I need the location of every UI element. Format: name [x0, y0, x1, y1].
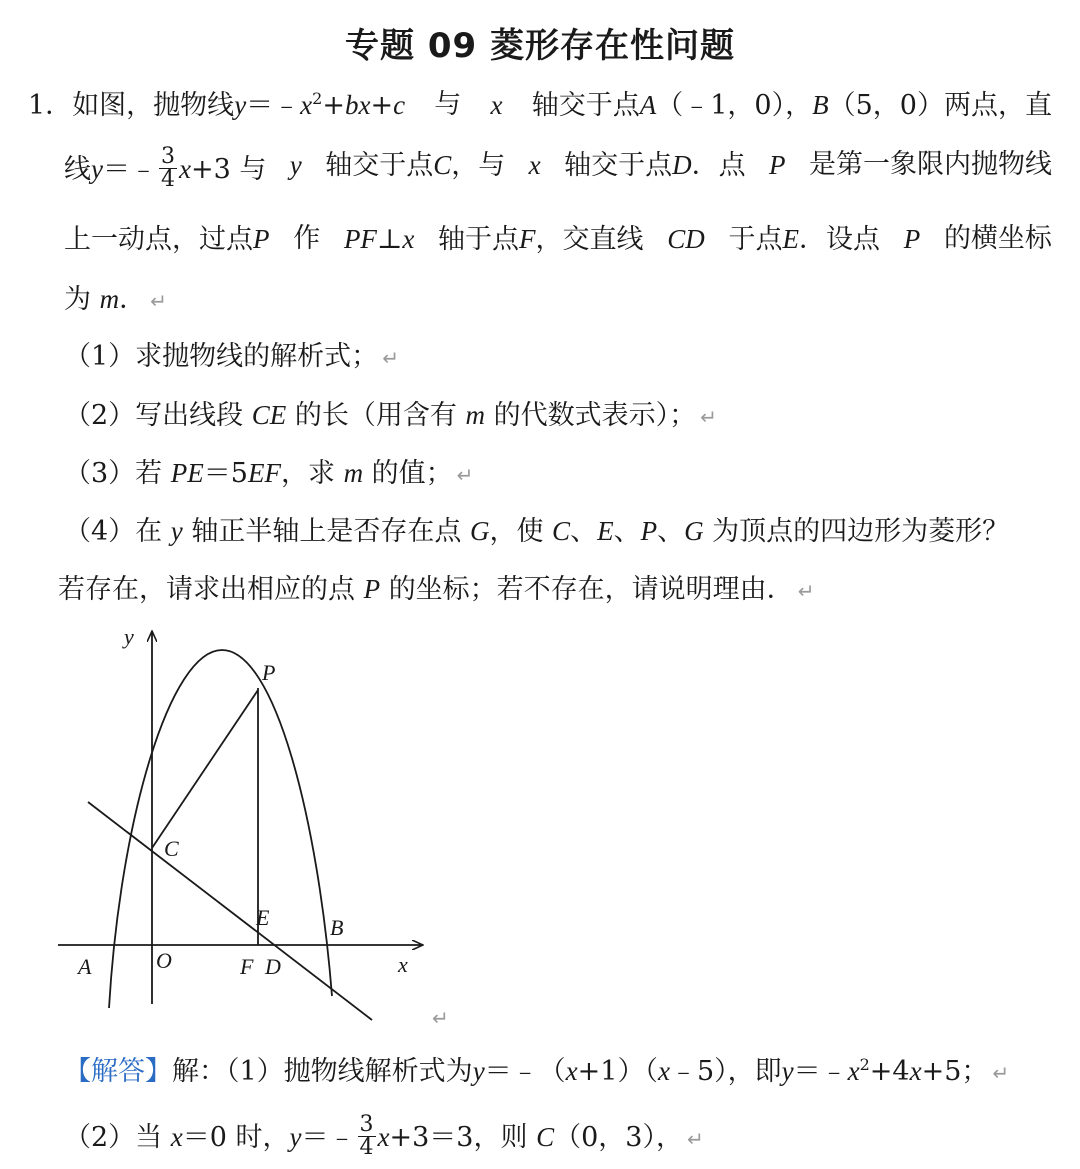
label-o: O [156, 948, 172, 973]
fraction-three-quarters: $\frac{3}{4}$ [359, 1112, 374, 1160]
label-a: A [78, 954, 92, 979]
problem-line-2: 线y＝﹣ $\frac{3}{4}$ x+3 与 y 轴交于点C，与 x 轴交于点D．点 P 是第一象限内抛物线 [64, 144, 1052, 192]
label-d: D [265, 954, 281, 979]
problem-line-1: 1．如图，抛物线$y=﹣x^2+bx+c$ 与 x 轴交于点A（﹣1，0），B（5，0）两点，直 [28, 89, 1052, 121]
page-title: 专题 09 菱形存在性问题 [345, 26, 735, 66]
label-x: x [398, 952, 408, 977]
paragraph-mark: ↵ [150, 289, 167, 313]
fraction-three-quarters: $\frac{3}{4}$ [160, 144, 175, 192]
paragraph-mark: ↵ [797, 579, 815, 603]
paragraph-mark: ↵ [686, 1127, 704, 1151]
question-3: （3）若 PE＝5EF，求 m 的值； ↵ [64, 458, 474, 489]
paragraph-mark: ↵ [432, 1006, 449, 1030]
question-4-line-2: 若存在，请求出相应的点 P 的坐标；若不存在，请说明理由． ↵ [58, 574, 815, 605]
paragraph-mark: ↵ [700, 405, 717, 429]
segment-pc [152, 690, 258, 848]
label-b: B [330, 915, 344, 940]
label-e: E [256, 905, 270, 930]
label-f: F [240, 954, 254, 979]
label-p: P [262, 660, 276, 685]
paragraph-mark: ↵ [992, 1061, 1010, 1085]
answer-tag: 【解答】 [64, 1056, 172, 1087]
problem-line-3: 上一动点，过点P 作 PF⊥x 轴于点F，交直线 CD 于点E．设点 P 的横坐标 [64, 223, 1052, 255]
problem-line-4: 为 m． ↵ [64, 284, 167, 315]
problem-number: 1． [28, 90, 73, 121]
paragraph-mark: ↵ [382, 346, 399, 370]
answer-line-2: （2）当 x＝0 时，y＝﹣ $\frac{3}{4}$ x+3＝3，则 C（0，3）， ↵ [64, 1112, 704, 1160]
question-1: （1）求抛物线的解析式； ↵ [64, 341, 399, 372]
geometry-figure [40, 616, 480, 1036]
label-c: C [164, 836, 179, 861]
question-2: （2）写出线段 CE 的长（用含有 m 的代数式表示）； ↵ [64, 400, 717, 431]
line-cd [88, 802, 372, 1020]
question-4: （4）在 y 轴正半轴上是否存在点 G，使 C、E、P、G 为顶点的四边形为菱形？ [64, 516, 1010, 547]
paragraph-mark: ↵ [456, 463, 474, 487]
label-y: y [124, 624, 134, 649]
answer-line-1: 【解答】解：（1）抛物线解析式为y＝﹣（x+1）（x﹣5），即$y=﹣x^2+4x+5$； ↵ [64, 1055, 1010, 1087]
parabola-curve [109, 650, 332, 1008]
